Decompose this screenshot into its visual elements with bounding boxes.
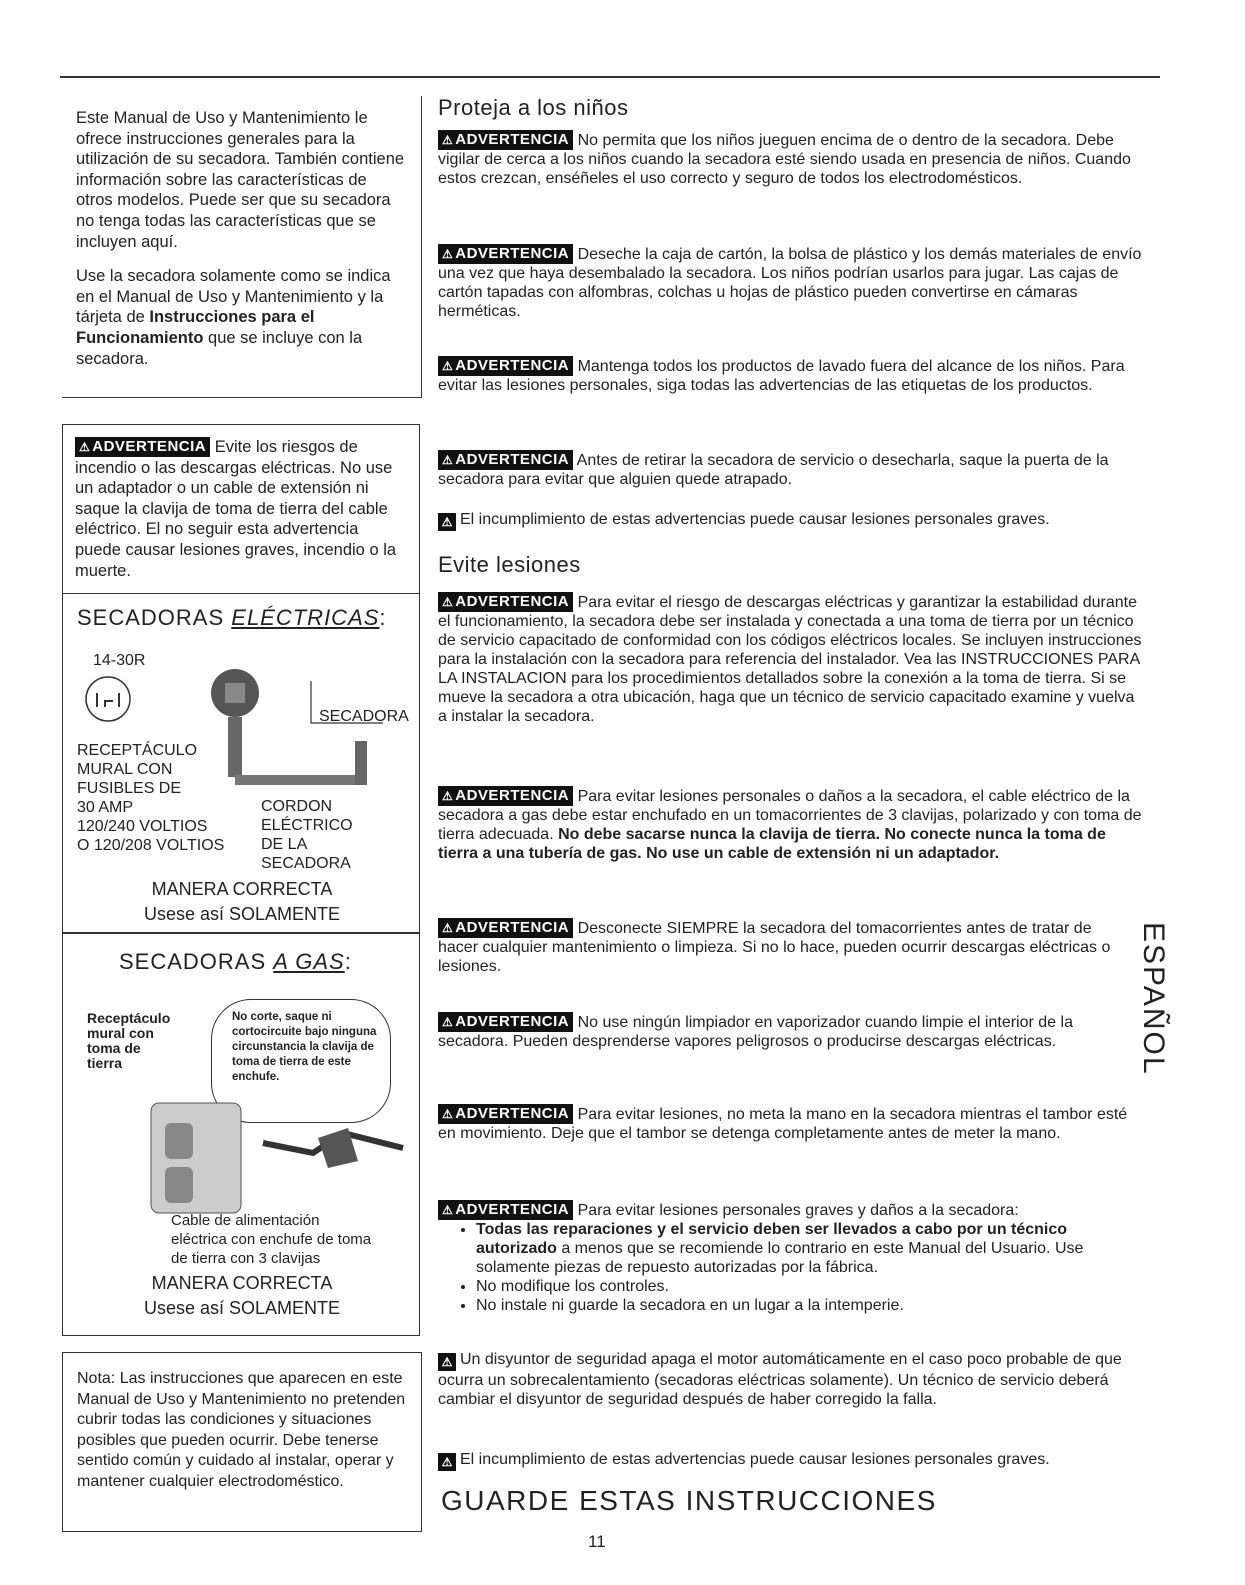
warning-7: ⚠ ADVERTENCIA Desconecte SIEMPRE la secadora del tomacorrientes antes de tratar de hacer cualquier mantenimiento o limpieza. Si no lo hace, pueden ocurrir descargas eléctricas o lesiones. xyxy=(438,919,1111,975)
warning-badge: ⚠ ADVERTENCIA xyxy=(438,450,573,470)
notice-1: ⚠ El incumplimiento de estas advertencias puede causar lesiones personales graves. xyxy=(438,510,1143,531)
warning-6: ⚠ ADVERTENCIA Para evitar lesiones personales o daños a la secadora, el cable eléctrico de la secadora a gas debe estar enchufado en un tomacorrientes de 3 clavijas, polarizado y con toma de tierra adecuada. No debe sacarse nunca la clavija de tierra. No conecte nunca la toma de tierra a una tubería de gas. No use un cable de extensión ni un adaptador. xyxy=(438,787,1142,862)
warning-2: ⚠ ADVERTENCIA Deseche la caja de cartón, la bolsa de plástico y los demás materiales de envío una vez que haya desembalado la secadora. Los niños podrían usarlos para jugar. Las cajas de cartón tapadas con alfombras, colchas u hojas de plástico pueden convertirse en cámaras herméticas. xyxy=(438,245,1142,320)
cable-description: Cable de alimentación eléctrica con enchufe de toma de tierra con 3 clavijas xyxy=(171,1212,372,1267)
save-instructions-heading: GUARDE ESTAS INSTRUCCIONES xyxy=(441,1485,937,1516)
intro-box xyxy=(62,96,422,398)
electric-warning: ⚠ ADVERTENCIA Evite los riesgos de incendio o las descargas eléctricas. No use un adaptador o un cable de extensión ni saque la clavija de toma de tierra del cable eléctrico. El no seguir esta advertencia puede causar lesiones graves, incendio o la muerte. xyxy=(75,438,397,580)
intro-p2-text: Use la secadora solamente como se indica en el Manual de Uso y Mantenimiento y la tárjeta de xyxy=(76,267,391,327)
warning-5: ⚠ ADVERTENCIA Para evitar el riesgo de descargas eléctricas y garantizar la estabilidad durante el funcionamiento, la secadora debe ser instalada y conectada a una toma de tierra por un técnico de servicio capacitado de conformidad con los códigos eléctricos locales. Se incluyen instrucciones para la instalación con la secadora para referencia del instalador. Vea las INSTRUCCIONES PARA LA INSTALACION para los procedimientos detallados sobre la conexión a la toma de tierra. Si se mueve la secadora a otra ubicación, haga que un técnico de servicio capacitado examine y vuelva a instalar la secadora. xyxy=(438,593,1142,725)
warning-8: ⚠ ADVERTENCIA No use ningún limpiador en vaporizador cuando limpie el interior de la secadora. Pueden desprenderse vapores peligrosos o producirse descargas eléctricas. xyxy=(438,1013,1073,1050)
correct-way-electric: MANERA CORRECTA Usese así SOLAMENTE xyxy=(143,879,341,924)
instructions-card-name: Instrucciones para el Funcionamiento xyxy=(76,308,315,347)
warning-badge: ⚠ ADVERTENCIA xyxy=(438,1200,573,1220)
warning-bubble: No corte, saque ni cortocircuite bajo ninguna circunstancia la clavija de toma de tierra de este enchufe. xyxy=(211,999,391,1123)
warning-triangle-icon: ⚠ xyxy=(442,1107,454,1121)
correct-way-gas: MANERA CORRECTA Usese así SOLAMENTE xyxy=(143,1273,341,1318)
cord-description: CORDON ELÉCTRICO DE LA SECADORA xyxy=(261,798,353,872)
gas-dryers-title: SECADORAS A GAS: xyxy=(119,949,352,974)
warning-badge: ⚠ ADVERTENCIA xyxy=(438,1104,573,1124)
gas-dryer-box xyxy=(62,932,420,1336)
electric-dryer-box xyxy=(62,424,420,934)
warning-triangle-icon: ⚠ xyxy=(442,789,454,803)
note-box xyxy=(62,1352,422,1532)
warning-triangle-icon: ⚠ xyxy=(442,133,454,147)
warning-triangle-icon: ⚠ xyxy=(442,1203,454,1217)
receptacle-outlet-icon xyxy=(86,677,130,721)
page-number: 11 xyxy=(588,1532,606,1551)
warning-badge: ⚠ ADVERTENCIA xyxy=(438,592,573,612)
warning-triangle-icon: ⚠ xyxy=(442,453,454,467)
warning-1: ⚠ ADVERTENCIA No permita que los niños jueguen encima de o dentro de la secadora. Debe vigilar de cerca a los niños cuando la secadora esté siendo usada en presencia de niños. Cuando estos crezcan, enséñeles el uso correcto y seguro de todos los electrodomésticos. xyxy=(438,131,1131,187)
receptacle-description: RECEPTÁCULO MURAL CON FUSIBLES DE 30 AMP 120/240 VOLTIOS O 120/208 VOLTIOS xyxy=(77,742,225,854)
warning-4: ⚠ ADVERTENCIA Antes de retirar la secadora de servicio o desecharla, saque la puerta de la secadora para evitar que alguien quede atrapado. xyxy=(438,451,1109,488)
heading-avoid-injury: Evite lesiones xyxy=(438,552,581,577)
notice-3: ⚠ El incumplimiento de estas advertencias puede causar lesiones personales graves. xyxy=(438,1450,1143,1471)
warning-triangle-icon: ⚠ xyxy=(442,359,454,373)
warning-badge: ⚠ ADVERTENCIA xyxy=(438,786,573,806)
gas-outlet-diagram xyxy=(113,1083,413,1223)
divider xyxy=(63,593,419,594)
secadora-label: SECADORA xyxy=(319,708,409,725)
warning-badge: ⚠ ADVERTENCIA xyxy=(438,244,573,264)
heading-protect-children: Proteja a los niños xyxy=(438,95,629,120)
wall-outlet-icon xyxy=(151,1103,241,1213)
list-item: • Todas las reparaciones y el servicio deben ser llevados a cabo por un técnico autorizado a menos que se recomiende lo contrario en este Manual del Usuario. Use solamente piezas de repuesto autorizadas por la fábrica. xyxy=(476,1220,1143,1277)
warning-triangle-icon: ⚠ xyxy=(442,1015,454,1029)
warning-triangle-icon: ⚠ xyxy=(79,440,91,454)
warning-triangle-icon: ⚠ xyxy=(442,247,454,261)
receptacle-code: 14-30R xyxy=(93,652,146,669)
list-item: • No modifique los controles. xyxy=(476,1277,1143,1296)
notice-2: ⚠ Un disyuntor de seguridad apaga el motor automáticamente en el caso poco probable de que ocurra un sobrecalentamiento (secadoras eléctricas solamente). Un técnico de servicio deberá cambiar el disyuntor de seguridad después de haber corregido la falla. xyxy=(438,1351,1122,1408)
note-text: Nota: Las instrucciones que aparecen en este Manual de Uso y Mantenimiento no pretenden cubrir todas las condiciones y situaciones posibles que pueden ocurrir. Debe tenerse sentido común y cuidado al instalar, operar y mantener cualquier electrodoméstico. xyxy=(77,1370,406,1490)
warning-9: ⚠ ADVERTENCIA Para evitar lesiones, no meta la mano en la secadora mientras el tambor esté en movimiento. Deje que el tambor se detenga completamente antes de meter la mano. xyxy=(438,1105,1128,1142)
warning-triangle-icon: ⚠ xyxy=(442,921,454,935)
warning-square-icon: ⚠ xyxy=(438,1453,456,1471)
cord-icon xyxy=(235,775,365,785)
warning-triangle-icon: ⚠ xyxy=(442,595,454,609)
warning-3: ⚠ ADVERTENCIA Mantenga todos los productos de lavado fuera del alcance de los niños. Para evitar las lesiones personales, siga todas las advertencias de las etiquetas de los productos. xyxy=(438,357,1125,394)
warning-square-icon: ⚠ xyxy=(438,1353,456,1371)
list-item: • No instale ni guarde la secadora en un lugar a la intemperie. xyxy=(476,1296,1143,1315)
warning-badge: ⚠ ADVERTENCIA xyxy=(438,356,573,376)
gas-receptacle-label: Receptáculo mural con toma de tierra xyxy=(87,1010,171,1071)
warning-10: ⚠ ADVERTENCIA Para evitar lesiones personales graves y daños a la secadora: • Todas las reparaciones y el servicio deben ser llevados a cabo por un técnico autorizado a menos que se recomiende lo contrario en este Manual del Usuario. Use solamente piezas de repuesto autorizadas por la fábrica. • No modifique los controles. • No instale ni guarde la secadora en un lugar a la intemperie. xyxy=(438,1200,1143,1315)
warning-badge: ⚠ ADVERTENCIA xyxy=(75,437,210,457)
electric-dryers-title: SECADORAS ELÉCTRICAS: xyxy=(77,605,387,630)
top-rule xyxy=(60,76,1160,78)
intro-paragraph-1: Este Manual de Uso y Mantenimiento le ofrece instrucciones generales para la utilización de su secadora. También contiene información sobre las características de otros modelos. Puede ser que su secadora no tenga todas las características que se incluyen aquí. xyxy=(76,109,405,251)
intro-p2-end: que se incluye con la secadora. xyxy=(76,328,363,368)
warning-badge: ⚠ ADVERTENCIA xyxy=(438,1012,573,1032)
warning-badge: ⚠ ADVERTENCIA xyxy=(438,918,573,938)
intro-paragraph-2 xyxy=(76,266,406,369)
language-side-label: ESPAÑOL xyxy=(1137,922,1170,1076)
warning-square-icon: ⚠ xyxy=(438,513,456,531)
warning-badge: ⚠ ADVERTENCIA xyxy=(438,130,573,150)
